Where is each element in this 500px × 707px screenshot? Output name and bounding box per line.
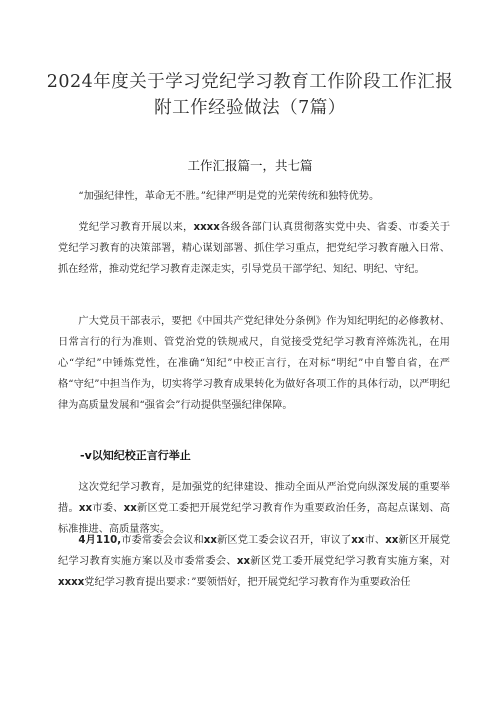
paragraph-6-placeholder-2: xx xyxy=(351,535,365,546)
section-subtitle: 工作汇报篇一，共七篇 xyxy=(187,158,313,173)
paragraph-6-text-l: 党纪学习教育提出要求：”要领悟好，把开展党纪学习教育作为重要政治任 xyxy=(84,577,411,588)
paragraph-2 xyxy=(58,217,450,280)
paragraph-6-placeholder-3: xx xyxy=(385,535,399,546)
paragraph-3: 广大党员干部表示，要把《中国共产党纪律处分条例》作为知纪明纪的必修教材、日常言行的行为准则、管党治党的铁规戒尺，自觉接受党纪学习教育淬炼洗礼，在用心“学纪”中锤炼党性，在准确“知纪”中校正言行，在对标“明纪”中自警自省，在严格“守纪”中担当作为，切实将学习教育成果转化为做好各项工作的具体行动，以严明纪律为高质量发展和“强省会”行动提供坚强纪律保障。 xyxy=(58,316,450,411)
paragraph-2-text-c: 各级各部门认真贯彻落实党中央、省委、市委关于党纪学习教育的决策部署，精心谋划部署、抓住学习重点，把党纪学习教育融入日常、抓在经常，推动党纪学习教育走深走实，引导党员干部学纪、知纪、明纪、守纪。 xyxy=(58,222,451,275)
paragraph-6-text-b: 市委常委会会议和 xyxy=(121,535,204,546)
paragraph-6-placeholder-4: xx xyxy=(236,556,251,567)
paragraph-2-text-a: 党纪学习教育开展以来， xyxy=(78,222,194,233)
section-heading: -v以知纪校正言行举止 xyxy=(80,449,191,462)
paragraph-6-placeholder-1: xx xyxy=(203,535,217,546)
paragraph-1: “加强纪律性，革命无不胜。”纪律严明是党的光荣传统和独特优势。 xyxy=(78,191,380,202)
paragraph-5-text-e: 新区党工委把开展党纪学习教育作为重要政治任务，高起点谋划、高标准推进、高质量落实。 xyxy=(58,503,451,535)
paragraph-6-text-j: 新区党工委开展党纪学习教育实施方案，对 xyxy=(250,556,451,567)
paragraph-5-text-a: 这次党纪学习教育，是加强党的纪律建设、推动全面从严治党向纵深发展的重要举措。 xyxy=(58,482,450,514)
paragraph-6-text-f: 市、 xyxy=(364,535,386,546)
paragraph-6 xyxy=(58,530,450,593)
paragraph-5-placeholder-1: xx xyxy=(78,503,93,514)
paragraph-5-text-c: 市委、 xyxy=(92,503,124,514)
paragraph-6-date: 4月110, xyxy=(78,535,122,546)
document-title-line-1: 2024年度关于学习党纪学习教育工作阶段工作汇报 xyxy=(46,72,454,92)
document-title-line-2: 附工作经验做法（7篇） xyxy=(154,98,346,118)
paragraph-5-placeholder-2: xx xyxy=(123,503,137,514)
paragraph-6-text-d: 新区党工委会议召开，审议了 xyxy=(216,535,352,546)
paragraph-6-placeholder-5: xxxx xyxy=(58,577,85,588)
paragraph-6-text-h: 新区开展党纪学习教育实施方案以及市委常委会、 xyxy=(58,535,451,567)
paragraph-2-placeholder: xxxx xyxy=(193,222,220,233)
